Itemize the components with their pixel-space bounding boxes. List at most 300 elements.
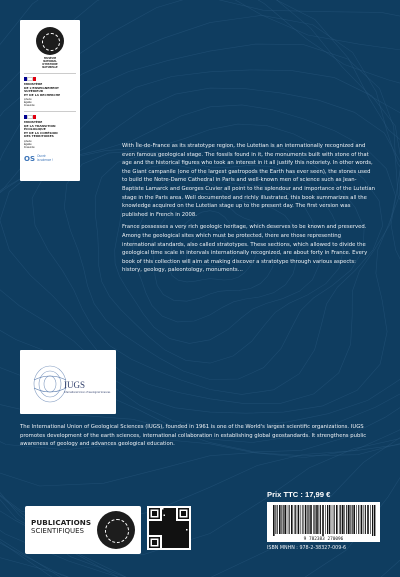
qr-module	[162, 543, 164, 545]
qr-module	[175, 513, 177, 515]
qr-module	[165, 508, 167, 510]
qr-module	[170, 511, 172, 513]
qr-module	[162, 522, 164, 524]
qr-module	[173, 514, 175, 516]
qr-module	[171, 516, 173, 518]
qr-module	[165, 530, 167, 532]
qr-module	[170, 522, 172, 524]
qr-module	[171, 546, 173, 548]
qr-module	[165, 546, 167, 548]
qr-module	[154, 524, 156, 526]
qr-module	[171, 526, 173, 528]
barcode-bar	[334, 505, 335, 534]
qr-module	[157, 527, 159, 529]
mnhn-logo-text: MUSÉUM NATIONAL D'HISTOIRE NATURELLE	[42, 57, 58, 69]
qr-module	[173, 542, 175, 544]
qr-module	[181, 537, 183, 539]
qr-module	[167, 543, 169, 545]
qr-module	[163, 530, 165, 532]
qr-module	[168, 529, 170, 531]
qr-module	[178, 526, 180, 528]
qr-module	[187, 527, 189, 529]
qr-module	[163, 527, 165, 529]
qr-module	[159, 530, 161, 532]
qr-module	[171, 511, 173, 513]
barcode-bar	[305, 505, 307, 534]
barcode-bar	[325, 505, 326, 534]
qr-module	[184, 532, 186, 534]
qr-module	[162, 514, 164, 516]
qr-module	[184, 527, 186, 529]
barcode-bar	[294, 505, 295, 534]
description-paragraph: With Île-de-France as its stratotype region, the Lutetian is an internationally recognized and even famous geological stage. The fossils found in it, the monuments built with stone of that age and the historical figures who took an interest in it all justify this notoriety. In other words, the Giant campanile (one of the largest gastropods the Earth has ever seen), the stones used to build the Notre-Dame Cathedral in Paris and well-known men of science such as Jean-Baptiste Lamarck and Georges Cuvier all point to the splendour and importance of the Lutetian stage in the Paris area. Well documented and richly illustrated, this book summarizes all the knowledge acquired on the Lutetian stage up to the present day. The first version was published in French in 2008.	[122, 143, 376, 218]
qr-module	[179, 546, 181, 548]
qr-module	[179, 545, 181, 547]
qr-module	[178, 529, 180, 531]
qr-module	[175, 543, 177, 545]
qr-module	[186, 543, 188, 545]
qr-module	[187, 543, 189, 545]
qr-module	[171, 510, 173, 512]
qr-module	[168, 527, 170, 529]
barcode-bar	[372, 505, 373, 536]
barcode-bar	[336, 505, 338, 534]
qr-module	[178, 537, 180, 539]
qr-module	[184, 526, 186, 528]
qr-module	[175, 532, 177, 534]
qr-module	[179, 542, 181, 544]
qr-module	[178, 543, 180, 545]
qr-module	[178, 545, 180, 547]
qr-module	[171, 518, 173, 520]
qr-module	[186, 542, 188, 544]
qr-module	[171, 513, 173, 515]
qr-module	[171, 508, 173, 510]
qr-module	[179, 530, 181, 532]
barcode-digits: 9 782383 270096	[303, 537, 344, 542]
qr-module	[176, 545, 178, 547]
qr-module	[181, 530, 183, 532]
qr-module	[167, 521, 169, 523]
qr-module	[186, 527, 188, 529]
qr-module	[160, 529, 162, 531]
qr-module	[167, 508, 169, 510]
barcode-bar	[301, 505, 302, 534]
qr-module	[152, 529, 154, 531]
qr-module	[167, 510, 169, 512]
qr-module	[168, 543, 170, 545]
qr-module	[168, 518, 170, 520]
qr-module	[175, 521, 177, 523]
barcode-bar	[310, 505, 312, 534]
price-label: Prix TTC : 17,99 €	[267, 490, 331, 499]
qr-module	[170, 527, 172, 529]
qr-module	[184, 537, 186, 539]
qr-module	[159, 534, 161, 536]
qr-module	[179, 535, 181, 537]
qr-module	[170, 537, 172, 539]
qr-module	[171, 540, 173, 542]
qr-module	[173, 513, 175, 515]
qr-module	[159, 526, 161, 528]
qr-module	[178, 524, 180, 526]
qr-module	[162, 534, 164, 536]
qr-module	[162, 538, 164, 540]
qr-module	[157, 529, 159, 531]
qr-module	[163, 542, 165, 544]
qr-module	[157, 532, 159, 534]
qr-module	[175, 518, 177, 520]
qr-module	[183, 542, 185, 544]
qr-module	[168, 534, 170, 536]
qr-module	[157, 530, 159, 532]
qr-module	[170, 529, 172, 531]
barcode-bar	[275, 505, 276, 534]
qr-module	[163, 526, 165, 528]
qr-module	[165, 542, 167, 544]
qr-module	[152, 534, 154, 536]
iugs-emblem-icon	[20, 350, 116, 414]
qr-module	[157, 524, 159, 526]
barcode-bar	[314, 505, 315, 534]
qr-module	[168, 532, 170, 534]
qr-module	[159, 527, 161, 529]
qr-module	[154, 522, 156, 524]
qr-module	[183, 535, 185, 537]
qr-module	[165, 522, 167, 524]
qr-module	[168, 546, 170, 548]
qr-module	[175, 540, 177, 542]
qr-module	[173, 527, 175, 529]
qr-module	[163, 521, 165, 523]
qr-module	[163, 516, 165, 518]
qr-module	[168, 537, 170, 539]
qr-module	[176, 526, 178, 528]
qr-module	[187, 537, 189, 539]
qr-module	[173, 530, 175, 532]
qr-module	[167, 538, 169, 540]
qr-module	[163, 535, 165, 537]
qr-module	[181, 532, 183, 534]
qr-module	[176, 530, 178, 532]
qr-module	[154, 532, 156, 534]
mnhn-logo	[24, 27, 76, 69]
qr-module	[167, 511, 169, 513]
qr-module	[173, 529, 175, 531]
iugs-logo	[20, 350, 116, 414]
barcode-bar	[307, 505, 308, 534]
barcode-bar	[284, 505, 286, 534]
barcode-bar	[363, 505, 364, 534]
qr-module	[176, 524, 178, 526]
qr-module	[176, 521, 178, 523]
qr-module	[183, 521, 185, 523]
qr-finder-module	[181, 511, 186, 516]
qr-module	[168, 519, 170, 521]
qr-module	[173, 508, 175, 510]
qr-module	[160, 527, 162, 529]
qr-finder-module	[152, 511, 157, 516]
qr-module	[149, 527, 151, 529]
barcode-bar	[319, 505, 320, 534]
qr-module	[167, 540, 169, 542]
barcode-bar	[291, 505, 293, 534]
qr-module	[168, 510, 170, 512]
qr-module	[167, 522, 169, 524]
qr-module	[181, 524, 183, 526]
qr-module	[163, 513, 165, 515]
qr-module	[181, 526, 183, 528]
qr-module	[184, 543, 186, 545]
qr-module	[165, 535, 167, 537]
qr-module	[184, 546, 186, 548]
qr-module	[151, 530, 153, 532]
qr-module	[173, 532, 175, 534]
qr-module	[165, 538, 167, 540]
qr-module	[151, 532, 153, 534]
qr-module	[179, 524, 181, 526]
qr-module	[179, 522, 181, 524]
barcode-bar	[374, 505, 376, 536]
qr-module	[151, 522, 153, 524]
qr-module	[170, 530, 172, 532]
qr-module	[163, 540, 165, 542]
qr-module	[155, 521, 157, 523]
qr-module	[175, 514, 177, 516]
qr-module	[162, 542, 164, 544]
qr-module	[168, 514, 170, 516]
qr-module	[155, 526, 157, 528]
qr-module	[186, 545, 188, 547]
qr-module	[160, 524, 162, 526]
ouvrir-la-science-logo: OS Ouvrir la science !	[24, 153, 53, 163]
qr-module	[175, 542, 177, 544]
qr-module	[160, 530, 162, 532]
barcode-bar	[277, 505, 278, 534]
qr-module	[181, 527, 183, 529]
qr-module	[167, 534, 169, 536]
qr-module	[160, 521, 162, 523]
qr-module	[171, 527, 173, 529]
qr-module	[163, 545, 165, 547]
qr-code	[147, 506, 191, 550]
qr-module	[167, 529, 169, 531]
qr-module	[162, 513, 164, 515]
qr-module	[170, 524, 172, 526]
description-paragraph: France possesses a very rich geologic heritage, which deserves to be known and preserved. Among the geological sites which must be protected, there are those representing international standards, also called stratotypes. These sections, which allowed to divide the geological time scale in intervals internationally recognized, are about forty in France. Every book of this collection will aim at making discover a stratotype through various aspects: history, geology, paleontology, monuments…	[122, 224, 368, 274]
qr-module	[151, 524, 153, 526]
qr-module	[170, 508, 172, 510]
qr-module	[163, 522, 165, 524]
qr-module	[154, 521, 156, 523]
qr-module	[170, 543, 172, 545]
qr-module	[168, 538, 170, 540]
qr-module	[178, 527, 180, 529]
qr-module	[176, 527, 178, 529]
qr-module	[170, 510, 172, 512]
qr-module	[179, 538, 181, 540]
qr-module	[176, 543, 178, 545]
qr-module	[170, 518, 172, 520]
qr-module	[176, 522, 178, 524]
qr-module	[175, 508, 177, 510]
qr-module	[181, 538, 183, 540]
qr-module	[159, 522, 161, 524]
qr-module	[157, 522, 159, 524]
mnhn-seal-icon	[97, 511, 135, 549]
partner-logos-strip	[20, 20, 80, 181]
qr-module	[173, 524, 175, 526]
barcode-bar	[302, 505, 303, 534]
qr-module	[171, 534, 173, 536]
qr-module	[175, 510, 177, 512]
qr-module	[175, 526, 177, 528]
qr-module	[165, 529, 167, 531]
qr-module	[165, 518, 167, 520]
qr-module	[184, 538, 186, 540]
isbn-label: ISBN MNHN : 978-2-38327-009-6	[267, 546, 347, 551]
qr-module	[167, 537, 169, 539]
qr-module	[165, 534, 167, 536]
qr-module	[162, 540, 164, 542]
qr-module	[167, 546, 169, 548]
qr-module	[159, 532, 161, 534]
qr-module	[149, 534, 151, 536]
barcode-bar	[320, 505, 321, 534]
qr-module	[179, 529, 181, 531]
barcode-bar	[339, 505, 340, 534]
qr-module	[175, 538, 177, 540]
barcode-bar	[295, 505, 296, 534]
qr-module	[155, 527, 157, 529]
barcode-bar	[358, 505, 359, 534]
qr-module	[163, 543, 165, 545]
qr-module	[170, 513, 172, 515]
barcode-bar	[298, 505, 300, 534]
isbn-barcode	[267, 502, 380, 542]
qr-module	[171, 522, 173, 524]
qr-module	[183, 529, 185, 531]
qr-module	[173, 538, 175, 540]
qr-module	[165, 511, 167, 513]
svg-text:IUGS: IUGS	[64, 380, 86, 390]
qr-module	[175, 537, 177, 539]
mnhn-seal-icon	[36, 27, 64, 55]
qr-finder-module	[152, 540, 157, 545]
ministry-research-logo: MINISTÈRE DE L'ENSEIGNEMENT SUPÉRIEUR ET DE LA RECHERCHE Liberté Égalité Fraternité	[24, 77, 76, 107]
qr-module	[186, 540, 188, 542]
qr-module	[151, 521, 153, 523]
qr-module	[170, 545, 172, 547]
qr-module	[186, 530, 188, 532]
qr-module	[184, 540, 186, 542]
qr-module	[165, 524, 167, 526]
qr-module	[171, 524, 173, 526]
qr-module	[187, 545, 189, 547]
qr-module	[160, 534, 162, 536]
qr-module	[162, 526, 164, 528]
qr-module	[159, 529, 161, 531]
qr-module	[162, 535, 164, 537]
qr-module	[170, 534, 172, 536]
qr-module	[184, 524, 186, 526]
qr-module	[149, 524, 151, 526]
qr-module	[181, 540, 183, 542]
qr-module	[175, 524, 177, 526]
qr-module	[163, 546, 165, 548]
qr-module	[178, 534, 180, 536]
qr-module	[176, 542, 178, 544]
qr-module	[168, 542, 170, 544]
qr-module	[173, 511, 175, 513]
qr-module	[163, 519, 165, 521]
qr-module	[179, 527, 181, 529]
qr-module	[186, 546, 188, 548]
barcode-bar	[329, 505, 331, 534]
qr-module	[186, 521, 188, 523]
qr-module	[175, 545, 177, 547]
qr-module	[178, 546, 180, 548]
qr-module	[165, 510, 167, 512]
qr-module	[163, 511, 165, 513]
qr-module	[184, 522, 186, 524]
qr-module	[168, 516, 170, 518]
qr-module	[173, 543, 175, 545]
ministry-ecology-logo: MINISTÈRE DE LA TRANSITION ÉCOLOGIQUE ET DE LA COHÉSION DES TERRITOIRES Liberté Égalité Fraternité	[24, 115, 76, 149]
qr-module	[168, 526, 170, 528]
qr-module	[167, 542, 169, 544]
qr-module	[175, 527, 177, 529]
qr-module	[176, 540, 178, 542]
qr-module	[162, 521, 164, 523]
qr-module	[149, 530, 151, 532]
qr-module	[171, 538, 173, 540]
qr-module	[154, 529, 156, 531]
qr-module	[183, 543, 185, 545]
qr-module	[170, 532, 172, 534]
qr-module	[163, 529, 165, 531]
qr-module	[162, 532, 164, 534]
qr-module	[183, 526, 185, 528]
qr-module	[162, 530, 164, 532]
qr-module	[165, 543, 167, 545]
qr-module	[165, 521, 167, 523]
qr-module	[175, 530, 177, 532]
barcode-bar	[365, 505, 366, 534]
logo-divider	[24, 111, 76, 112]
qr-module	[179, 521, 181, 523]
qr-module	[183, 532, 185, 534]
qr-module	[181, 545, 183, 547]
barcode-bar	[308, 505, 309, 534]
qr-module	[167, 535, 169, 537]
qr-module	[167, 545, 169, 547]
qr-module	[187, 530, 189, 532]
qr-module	[186, 532, 188, 534]
qr-module	[176, 537, 178, 539]
qr-module	[178, 535, 180, 537]
barcode-bar	[370, 505, 371, 534]
qr-module	[181, 546, 183, 548]
qr-module	[173, 510, 175, 512]
french-flag-icon	[24, 77, 36, 81]
qr-module	[187, 538, 189, 540]
qr-module	[171, 535, 173, 537]
qr-module	[179, 540, 181, 542]
qr-module	[170, 535, 172, 537]
qr-module	[171, 542, 173, 544]
qr-module	[154, 526, 156, 528]
